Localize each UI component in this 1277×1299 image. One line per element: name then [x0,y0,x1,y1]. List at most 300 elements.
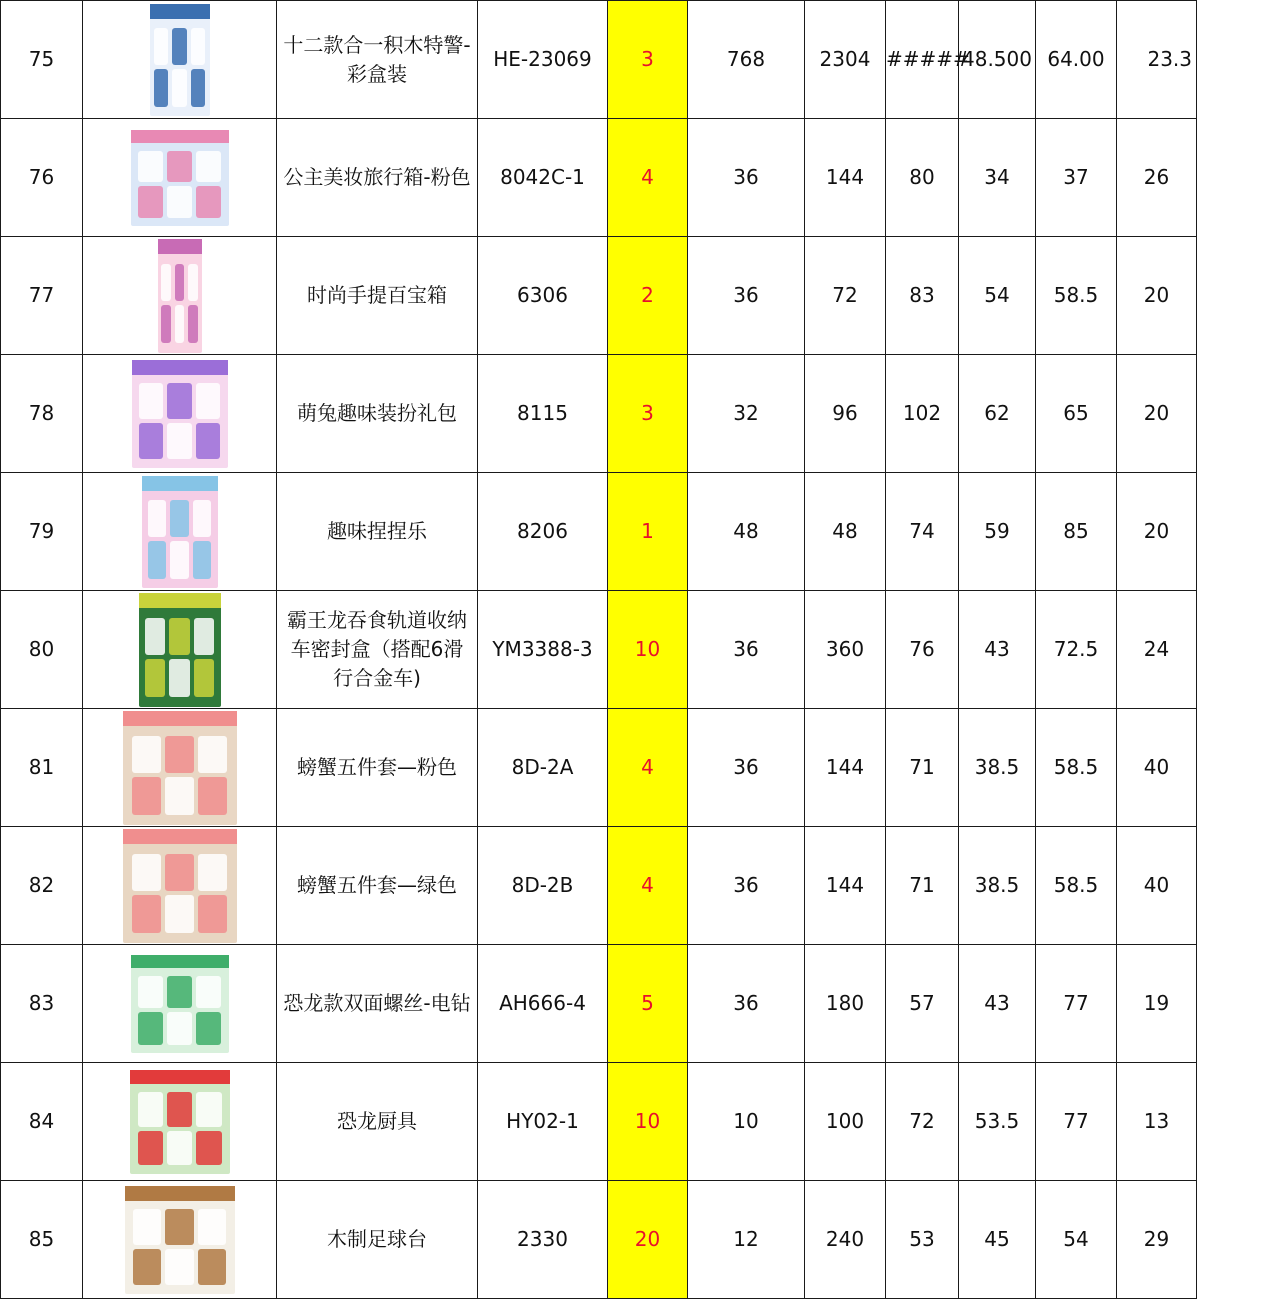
package-item [165,1249,193,1285]
product-name: 螃蟹五件套—绿色 [297,873,457,897]
product-image-cell [83,355,277,473]
gross-weight: 20 [1143,401,1170,425]
row-index: 77 [28,283,55,307]
gross-weight-cell [1117,827,1197,945]
order-quantity: 3 [641,401,654,425]
carton-width-cell [959,1,1036,119]
total-units-cell [805,119,886,237]
package-item [165,895,194,933]
units-per-carton: 36 [733,755,759,779]
order-quantity-cell [608,1063,688,1181]
row-index: 85 [28,1227,55,1251]
carton-length: ##### [886,47,970,71]
total-units: 180 [825,991,865,1015]
package-item-grid [138,976,220,1045]
carton-length: 80 [909,165,935,189]
package-item [198,1209,226,1245]
units-per-carton-cell [688,1181,805,1299]
product-name-cell [277,119,478,237]
product-code-cell [478,237,608,355]
order-quantity-cell [608,473,688,591]
package-item [196,383,220,419]
package-item [133,1249,161,1285]
package-item [196,1131,221,1165]
table-row [1,709,1277,827]
product-code: YM3388-3 [492,637,593,661]
product-name: 恐龙款双面螺丝-电钻 [283,991,471,1015]
total-units: 72 [832,283,858,307]
princess-makeup-case-photo [131,130,229,226]
units-per-carton-cell [688,827,805,945]
package-item [198,854,227,892]
package-item [139,383,163,419]
table-row [1,591,1277,709]
gross-weight: 24 [1143,637,1170,661]
carton-height: 58.5 [1053,873,1099,897]
carton-height-cell [1036,1,1117,119]
table-row [1,237,1277,355]
gross-weight-cell [1117,237,1197,355]
bunny-dress-up-gift-photo [132,360,228,468]
package-item [188,305,198,343]
carton-length: 102 [902,401,942,425]
gross-weight: 29 [1143,1227,1170,1251]
order-quantity: 20 [634,1227,661,1251]
package-item [161,305,171,343]
squeeze-toy-kit-photo [142,476,218,588]
package-item-grid [145,618,214,698]
gross-weight-cell [1117,591,1197,709]
carton-length-cell [886,1063,959,1181]
gross-weight-cell [1117,945,1197,1063]
package-item [169,659,189,697]
package-item-grid [148,500,212,578]
table-row [1,355,1277,473]
units-per-carton-cell [688,1,805,119]
package-item [167,423,191,459]
units-per-carton: 36 [733,165,759,189]
total-units-cell [805,1063,886,1181]
units-per-carton-cell [688,945,805,1063]
product-code-cell [478,591,608,709]
table-row [1,1,1277,119]
total-units-cell [805,1,886,119]
package-item [132,777,161,815]
total-units-cell [805,355,886,473]
order-quantity: 2 [641,283,654,307]
carton-length-cell [886,473,959,591]
row-index: 78 [28,401,55,425]
package-header-band [123,711,237,727]
package-item [138,186,163,218]
row-index-cell [1,473,83,591]
package-item [175,264,185,302]
carton-height-cell [1036,355,1117,473]
package-item [167,1012,192,1044]
carton-height-cell [1036,945,1117,1063]
table-row [1,827,1277,945]
package-header-band [132,360,228,375]
product-code: AH666-4 [499,991,586,1015]
total-units: 360 [825,637,865,661]
package-item [138,1131,163,1165]
carton-width-cell [959,591,1036,709]
carton-length-cell [886,237,959,355]
package-item [138,1092,163,1126]
product-name-cell [277,237,478,355]
package-item-grid [138,151,220,218]
package-item [191,28,205,65]
gross-weight: 23.3 [1147,47,1192,71]
carton-length: 71 [909,873,935,897]
package-item [154,28,168,65]
package-header-band [131,130,229,143]
dinosaur-kitchen-set-photo [130,1070,230,1174]
carton-height-cell [1036,473,1117,591]
product-code: 6306 [517,283,568,307]
table-row [1,945,1277,1063]
total-units: 144 [825,873,865,897]
units-per-carton: 12 [733,1227,759,1251]
package-item [194,618,214,656]
product-image-cell [83,119,277,237]
product-name: 萌兔趣味装扮礼包 [297,401,457,425]
total-units: 144 [825,165,865,189]
total-units-cell [805,945,886,1063]
order-quantity: 4 [641,755,654,779]
row-index: 79 [28,519,55,543]
carton-width: 48.500 [962,47,1032,71]
order-quantity-cell [608,119,688,237]
row-index-cell [1,591,83,709]
fashion-handbag-box-photo [158,239,202,353]
carton-length: 57 [909,991,935,1015]
product-name: 公主美妆旅行箱-粉色 [283,165,471,189]
package-item-grid [138,1092,222,1165]
product-image-cell [83,1181,277,1299]
carton-width: 45 [984,1227,1010,1251]
carton-height: 64.00 [1047,47,1105,71]
package-item [196,186,221,218]
carton-width: 43 [984,637,1010,661]
package-item [145,618,165,656]
carton-length-cell [886,1181,959,1299]
product-code-cell [478,1,608,119]
package-item [165,854,194,892]
row-index-cell [1,1063,83,1181]
product-name-cell [277,473,478,591]
carton-length: 72 [909,1109,935,1133]
order-quantity-cell [608,1181,688,1299]
product-code: 8115 [517,401,568,425]
product-name-cell [277,945,478,1063]
product-name: 木制足球台 [327,1227,427,1251]
gross-weight: 26 [1143,165,1170,189]
carton-length-cell [886,827,959,945]
units-per-carton: 48 [733,519,759,543]
product-image-cell [83,473,277,591]
product-code: 2330 [517,1227,568,1251]
carton-height: 37 [1063,165,1089,189]
product-name: 十二款合一积木特警-彩盒装 [283,32,471,86]
row-index-cell [1,237,83,355]
row-index: 75 [28,47,55,71]
units-per-carton-cell [688,1063,805,1181]
package-header-band [150,4,210,20]
table-row [1,119,1277,237]
carton-length: 76 [909,637,935,661]
carton-length-cell [886,355,959,473]
package-item [167,976,192,1008]
package-item [167,383,191,419]
product-code-cell [478,945,608,1063]
product-code-cell [478,355,608,473]
gross-weight-cell [1117,355,1197,473]
carton-width: 38.5 [974,755,1020,779]
row-index-cell [1,1,83,119]
units-per-carton: 32 [733,401,759,425]
row-index: 84 [28,1109,55,1133]
units-per-carton: 36 [733,991,759,1015]
package-item-grid [133,1209,225,1285]
order-quantity-cell [608,1,688,119]
total-units: 48 [832,519,858,543]
product-name-cell [277,1063,478,1181]
carton-length: 53 [909,1227,935,1251]
total-units-cell [805,237,886,355]
order-quantity-cell [608,827,688,945]
carton-width-cell [959,119,1036,237]
package-item [165,736,194,774]
carton-length-cell [886,119,959,237]
total-units-cell [805,473,886,591]
product-image-cell [83,1,277,119]
order-quantity: 4 [641,873,654,897]
carton-width: 53.5 [974,1109,1020,1133]
carton-length-cell [886,591,959,709]
carton-height-cell [1036,709,1117,827]
carton-width: 62 [984,401,1010,425]
package-header-band [130,1070,230,1085]
row-index: 82 [28,873,55,897]
package-item [198,895,227,933]
gross-weight-cell [1117,1,1197,119]
product-name-cell [277,1181,478,1299]
total-units: 96 [832,401,858,425]
carton-height: 58.5 [1053,755,1099,779]
gross-weight-cell [1117,473,1197,591]
product-image-cell [83,945,277,1063]
package-item [167,1131,192,1165]
order-quantity: 10 [634,1109,661,1133]
carton-width: 59 [984,519,1010,543]
package-item [193,500,212,537]
package-item [138,151,163,183]
product-code-cell [478,1063,608,1181]
product-code-cell [478,827,608,945]
product-image-cell [83,1063,277,1181]
row-index: 81 [28,755,55,779]
units-per-carton-cell [688,709,805,827]
product-name: 霸王龙吞食轨道收纳车密封盒（搭配6滑行合金车) [287,608,467,690]
total-units-cell [805,827,886,945]
row-index-cell [1,827,83,945]
package-item [170,500,189,537]
row-index-cell [1,119,83,237]
crab-beach-set-green-photo [123,829,237,943]
table-row [1,473,1277,591]
carton-height: 58.5 [1053,283,1099,307]
package-item [154,69,168,106]
dinosaur-truck-photo [139,593,221,707]
units-per-carton-cell [688,119,805,237]
carton-height-cell [1036,119,1117,237]
total-units: 100 [825,1109,865,1133]
product-name: 时尚手提百宝箱 [307,283,447,307]
product-code-cell [478,709,608,827]
product-code: 8D-2A [511,755,574,779]
gross-weight-cell [1117,1181,1197,1299]
product-code: 8042C-1 [500,165,585,189]
order-quantity: 4 [641,165,654,189]
product-rows [1,1,1277,1299]
package-item [139,423,163,459]
total-units-cell [805,591,886,709]
package-item [172,69,186,106]
carton-width-cell [959,473,1036,591]
total-units-cell [805,1181,886,1299]
product-code-cell [478,473,608,591]
units-per-carton: 10 [733,1109,759,1133]
package-item-grid [132,854,228,934]
gross-weight: 19 [1143,991,1170,1015]
package-item [148,541,167,578]
gross-weight: 20 [1143,283,1170,307]
package-header-band [139,593,221,609]
units-per-carton: 36 [733,873,759,897]
package-item [167,151,192,183]
gross-weight: 40 [1143,873,1170,897]
carton-height: 65 [1063,401,1089,425]
order-quantity: 5 [641,991,654,1015]
product-code: 8D-2B [511,873,574,897]
order-quantity-cell [608,237,688,355]
row-index-cell [1,1181,83,1299]
units-per-carton: 768 [726,47,766,71]
order-quantity-cell [608,355,688,473]
product-code-cell [478,1181,608,1299]
order-quantity: 1 [641,519,654,543]
carton-height-cell [1036,827,1117,945]
package-item [132,895,161,933]
order-quantity-cell [608,591,688,709]
order-quantity-cell [608,709,688,827]
units-per-carton-cell [688,237,805,355]
package-item [133,1209,161,1245]
carton-height-cell [1036,237,1117,355]
units-per-carton-cell [688,473,805,591]
carton-height: 85 [1063,519,1089,543]
package-item [172,28,186,65]
package-header-band [123,829,237,845]
product-code-cell [478,119,608,237]
package-item [148,500,167,537]
carton-width: 38.5 [974,873,1020,897]
package-item [165,1209,193,1245]
carton-height-cell [1036,1063,1117,1181]
units-per-carton-cell [688,355,805,473]
carton-width-cell [959,1181,1036,1299]
package-item [175,305,185,343]
product-code: 8206 [517,519,568,543]
package-item [196,151,221,183]
carton-length-cell [886,709,959,827]
product-code: HE-23069 [493,47,592,71]
carton-height: 77 [1063,991,1089,1015]
gross-weight-cell [1117,1063,1197,1181]
product-name: 趣味捏捏乐 [327,519,427,543]
carton-width: 34 [984,165,1010,189]
package-item [132,736,161,774]
product-name: 螃蟹五件套—粉色 [297,755,457,779]
carton-width-cell [959,945,1036,1063]
package-header-band [142,476,218,492]
package-item [170,541,189,578]
package-item [198,1249,226,1285]
package-item [165,777,194,815]
product-name: 恐龙厨具 [337,1109,417,1133]
units-per-carton: 36 [733,283,759,307]
gross-weight-cell [1117,709,1197,827]
package-item [196,423,220,459]
carton-length: 74 [909,519,935,543]
wooden-foosball-table-photo [125,1186,235,1294]
row-index-cell [1,945,83,1063]
carton-width-cell [959,1063,1036,1181]
package-item [169,618,189,656]
carton-width-cell [959,237,1036,355]
gross-weight-cell [1117,119,1197,237]
package-item [132,854,161,892]
table-row [1,1181,1277,1299]
carton-width-cell [959,827,1036,945]
package-item-grid [139,383,220,459]
package-header-band [125,1186,235,1201]
row-index-cell [1,355,83,473]
product-name-cell [277,591,478,709]
package-item [196,1012,221,1044]
product-name-cell [277,1,478,119]
order-quantity: 10 [634,637,661,661]
package-item [138,1012,163,1044]
total-units-cell [805,709,886,827]
total-units: 240 [825,1227,865,1251]
total-units: 144 [825,755,865,779]
package-item [188,264,198,302]
product-image-cell [83,237,277,355]
dinosaur-screw-drill-photo [131,955,229,1053]
row-index: 80 [28,637,55,661]
carton-height: 54 [1063,1227,1089,1251]
order-quantity-cell [608,945,688,1063]
package-item [198,736,227,774]
package-header-band [131,955,229,969]
package-item [167,1092,192,1126]
carton-height-cell [1036,1181,1117,1299]
carton-height: 72.5 [1053,637,1099,661]
product-name-cell [277,827,478,945]
package-item-grid [132,736,228,816]
